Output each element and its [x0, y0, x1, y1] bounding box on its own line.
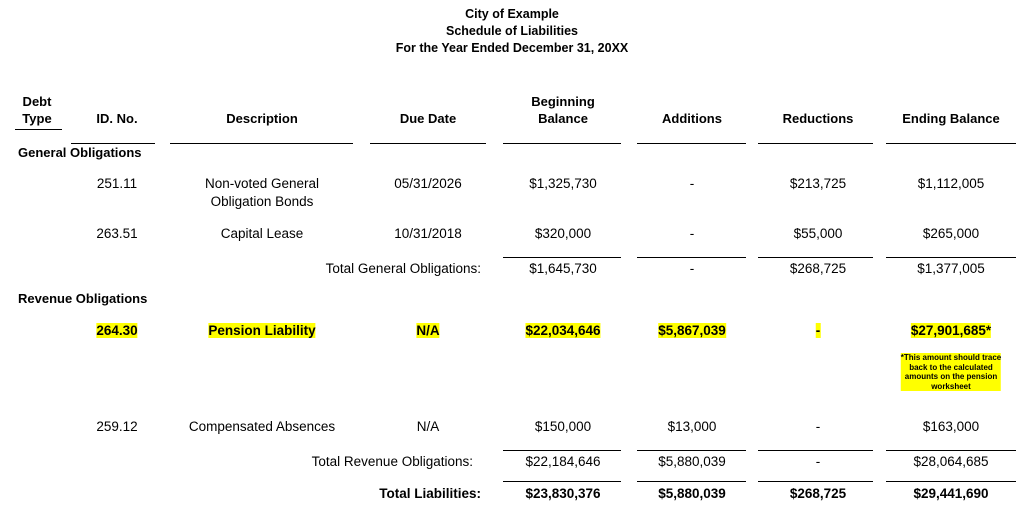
table-cell-beginning: $22,034,646	[525, 323, 601, 338]
total-revenue-beginning: $22,184,646	[525, 454, 601, 469]
total-liabilities-beginning: $23,830,376	[525, 486, 601, 501]
table-cell-description: Capital Lease	[220, 226, 304, 241]
header-underline-due	[370, 143, 486, 144]
table-cell-ending: $265,000	[922, 226, 980, 241]
col-due-date: Due Date	[399, 111, 457, 126]
col-id-no: ID. No.	[96, 111, 138, 126]
header-underline-reductions	[758, 143, 873, 144]
col-debt-type-line1: Debt	[22, 94, 52, 109]
table-cell-due-date: 10/31/2018	[394, 226, 462, 241]
report-title: Schedule of Liabilities	[446, 24, 578, 38]
table-cell-description: Compensated Absences	[188, 419, 336, 434]
total-general-ending: $1,377,005	[917, 261, 985, 276]
total-liabilities-reductions: $268,725	[789, 486, 847, 501]
total-rule	[886, 450, 1016, 451]
table-cell-due-date: N/A	[416, 419, 440, 434]
table-cell-id: 264.30	[96, 323, 138, 338]
table-cell-description: Non-voted General	[204, 176, 320, 191]
table-cell-beginning: $150,000	[534, 419, 592, 434]
total-rule	[503, 257, 621, 258]
table-cell-reductions: -	[815, 419, 821, 434]
header-underline-beginning	[503, 143, 621, 144]
total-rule	[886, 257, 1016, 258]
total-rule	[503, 450, 621, 451]
total-general-additions: -	[689, 261, 695, 276]
table-cell-reductions: $55,000	[793, 226, 843, 241]
total-revenue-label: Total Revenue Obligations:	[311, 454, 473, 469]
report-entity: City of Example	[465, 7, 559, 21]
total-general-reductions: $268,725	[789, 261, 847, 276]
total-liabilities-additions: $5,880,039	[658, 486, 726, 501]
table-cell-ending: $27,901,685*	[910, 323, 992, 338]
table-cell-additions: -	[689, 226, 695, 241]
total-revenue-reductions: -	[815, 454, 821, 469]
table-cell-description-line2: Obligation Bonds	[210, 194, 314, 209]
footnote-line: *This amount should trace	[900, 353, 1002, 362]
col-reductions: Reductions	[782, 111, 854, 126]
table-cell-id: 251.11	[96, 176, 138, 191]
footnote-line: amounts on the pension	[901, 372, 1001, 382]
section-revenue-obligations: Revenue Obligations	[18, 291, 148, 306]
col-ending-balance: Ending Balance	[902, 111, 1000, 126]
col-description: Description	[226, 111, 298, 126]
table-cell-beginning: $1,325,730	[529, 176, 597, 191]
total-rule	[758, 257, 873, 258]
total-rule	[758, 450, 873, 451]
total-liabilities-label: Total Liabilities:	[379, 486, 481, 501]
total-liabilities-ending: $29,441,690	[913, 486, 989, 501]
table-cell-beginning: $320,000	[534, 226, 592, 241]
total-revenue-ending: $28,064,685	[913, 454, 989, 469]
header-underline-desc	[170, 143, 353, 144]
grand-total-rule	[886, 481, 1016, 482]
total-rule	[637, 450, 746, 451]
col-beginning-line1: Beginning	[531, 94, 595, 109]
table-cell-ending: $1,112,005	[917, 176, 985, 191]
footnote	[901, 353, 1001, 391]
footnote-line: worksheet	[901, 382, 1001, 392]
header-underline-id	[71, 143, 155, 144]
grand-total-rule	[503, 481, 621, 482]
table-cell-additions: $13,000	[667, 419, 717, 434]
total-revenue-additions: $5,880,039	[658, 454, 726, 469]
col-debt-type-line2: Type	[22, 111, 52, 126]
table-cell-ending: $163,000	[922, 419, 980, 434]
grand-total-rule	[637, 481, 746, 482]
total-general-beginning: $1,645,730	[529, 261, 597, 276]
report-period: For the Year Ended December 31, 20XX	[395, 41, 629, 55]
header-underline-debt	[15, 129, 62, 130]
table-cell-due-date: 05/31/2026	[394, 176, 462, 191]
table-cell-additions: $5,867,039	[658, 323, 726, 338]
table-cell-id: 259.12	[96, 419, 138, 434]
table-cell-due-date: N/A	[416, 323, 440, 338]
col-additions: Additions	[662, 111, 722, 126]
table-cell-reductions: $213,725	[789, 176, 847, 191]
table-cell-reductions: -	[815, 323, 821, 338]
header-underline-additions	[637, 143, 746, 144]
section-general-obligations: General Obligations	[18, 145, 142, 160]
footnote-line: back to the calculated	[901, 363, 1001, 373]
table-cell-id: 263.51	[96, 226, 138, 241]
table-cell-description: Pension Liability	[208, 323, 316, 338]
total-rule	[637, 257, 746, 258]
table-cell-additions: -	[689, 176, 695, 191]
col-beginning-line2: Balance	[538, 111, 588, 126]
grand-total-rule	[758, 481, 873, 482]
header-underline-ending	[886, 143, 1016, 144]
total-general-label: Total General Obligations:	[325, 261, 481, 276]
